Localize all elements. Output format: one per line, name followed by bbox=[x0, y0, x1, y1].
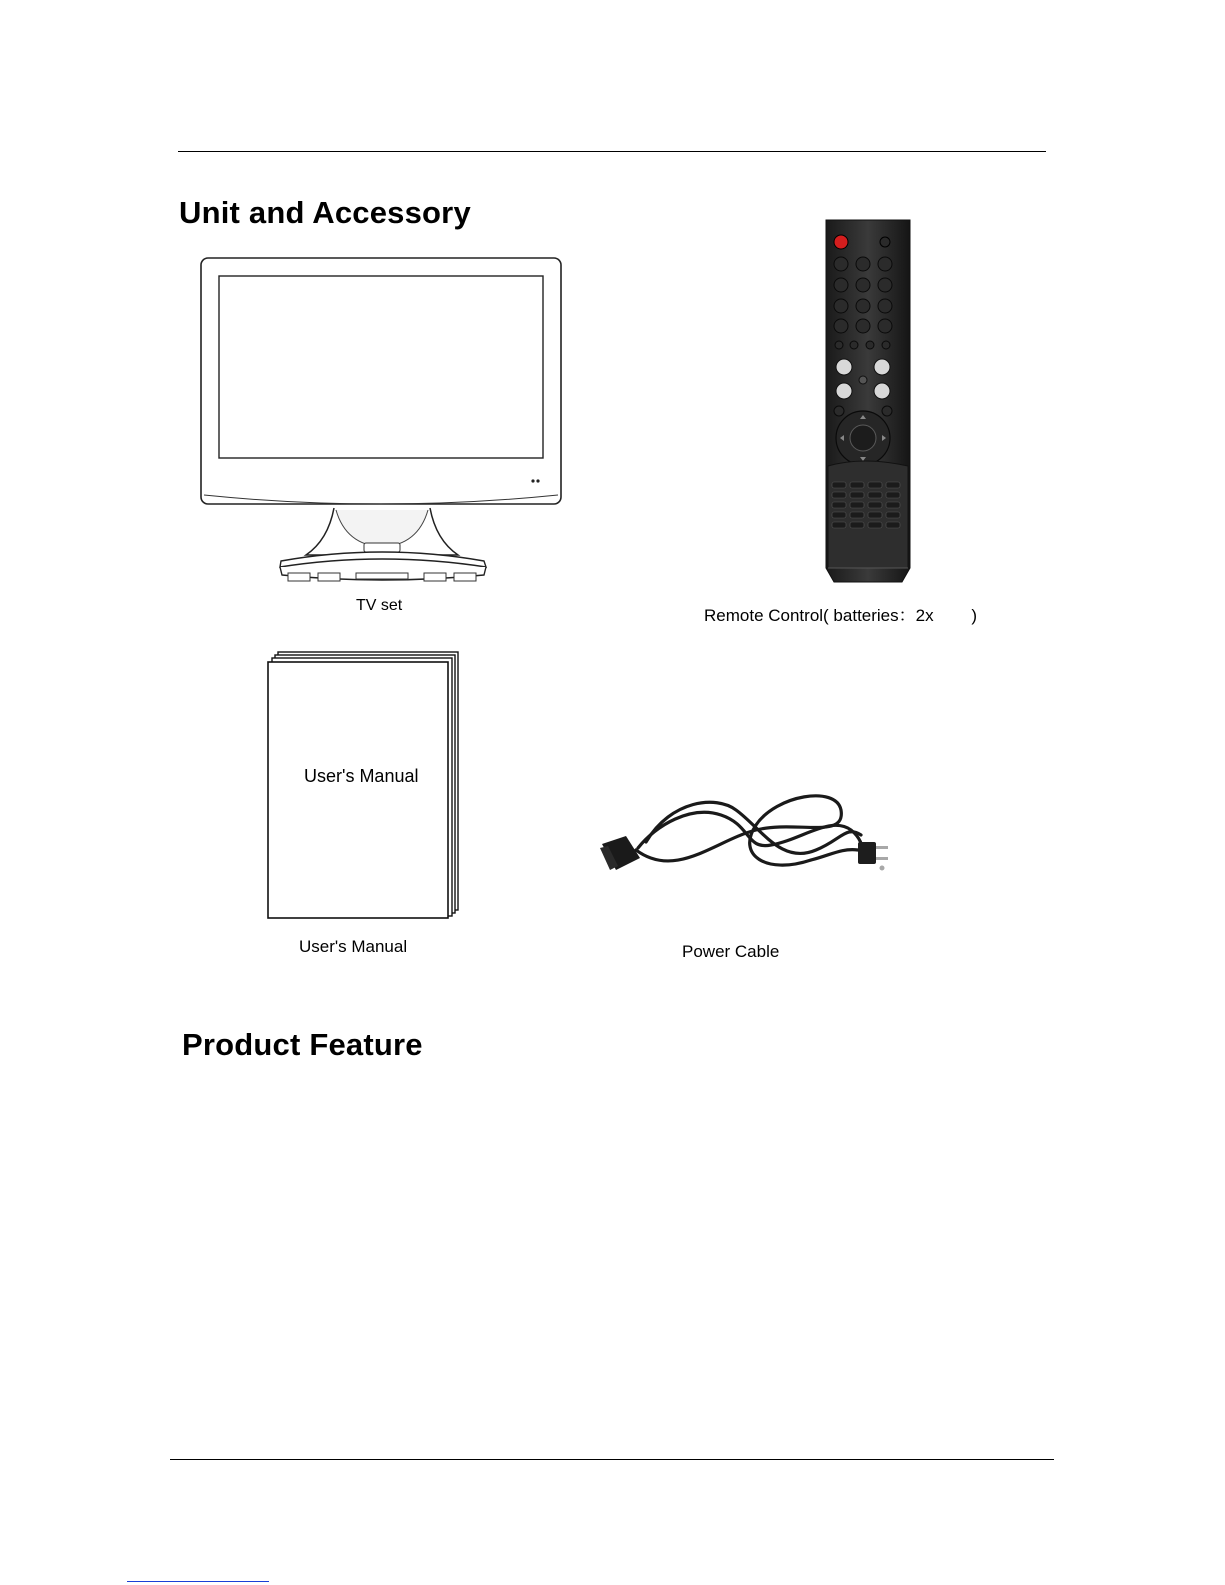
remote-control-image bbox=[822, 218, 914, 588]
tv-set-image bbox=[196, 255, 568, 585]
power-cable-caption: Power Cable bbox=[682, 942, 780, 961]
section-heading-unit-accessory: Unit and Accessory bbox=[179, 195, 471, 230]
top-rule bbox=[178, 151, 1046, 152]
footer-link-underline[interactable] bbox=[127, 1581, 269, 1582]
bottom-rule bbox=[170, 1459, 1054, 1460]
tv-set-caption: TV set bbox=[356, 597, 403, 614]
users-manual-caption: User's Manual bbox=[299, 937, 408, 956]
power-cable-image bbox=[596, 770, 892, 900]
remote-control-caption: Remote Control( batteries：2x ) bbox=[704, 606, 978, 625]
users-manual-cover-text: User's Manual bbox=[304, 766, 419, 786]
section-heading-product-feature: Product Feature bbox=[182, 1027, 423, 1062]
